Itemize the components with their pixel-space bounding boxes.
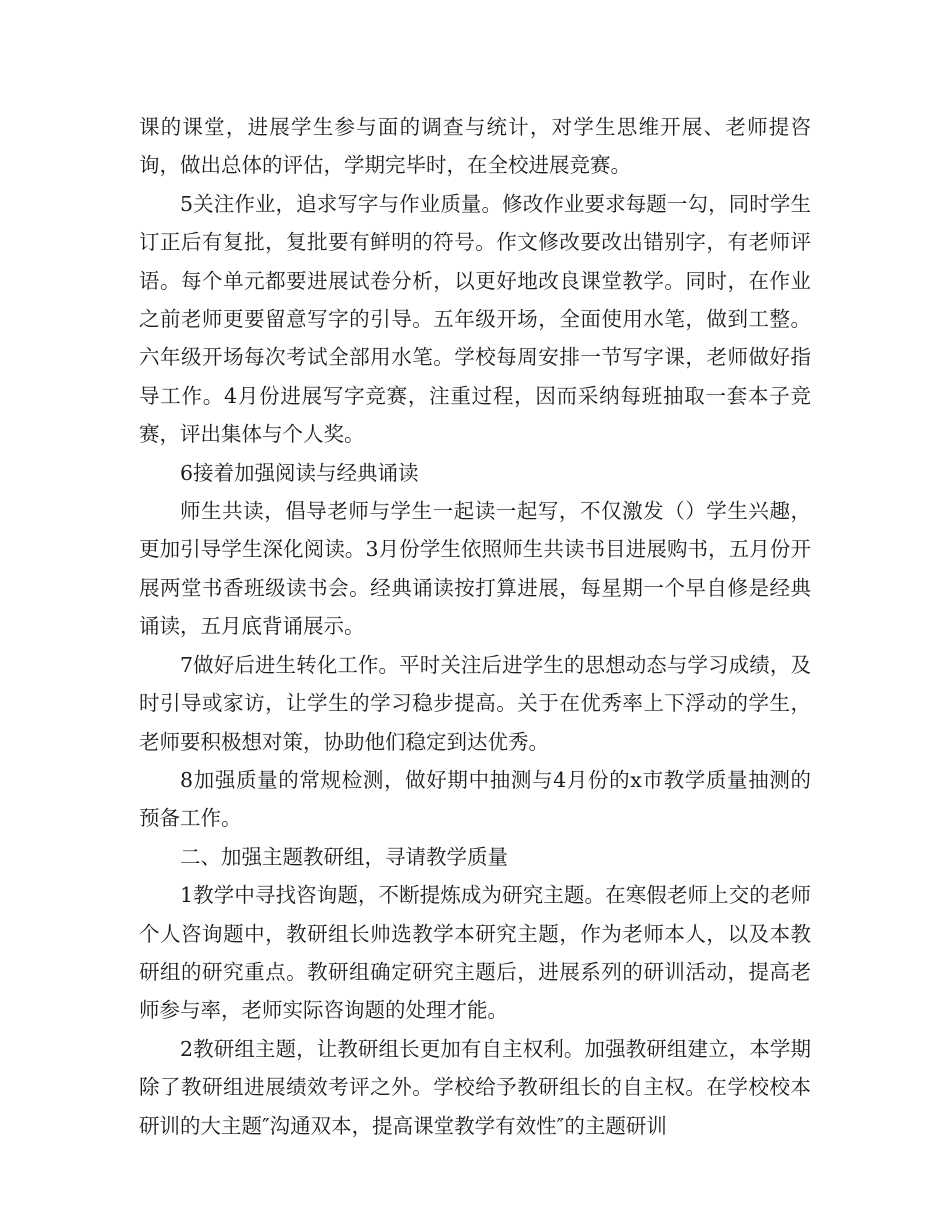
- section-heading-2: 二、加强主题教研组，寻请教学质量: [180, 844, 508, 869]
- paragraph-item-8: 8加强质量的常规检测，做好期中抽测与4月份的x市教学质量抽测的预备工作。: [139, 767, 811, 831]
- paragraph-shared-reading: 师生共读，倡导老师与学生一起读一起写，不仅激发（）学生兴趣，更加引导学生深化阅读。3月份学生依照师生共读书目进展购书，五月份开展两堂书香班级读书会。经典诵读按打算进展，每星期一个早自修是经典诵读，五月底背诵展示。: [139, 499, 811, 639]
- document-page: [139, 108, 811, 1145]
- paragraph-continuation: 课的课堂，进展学生参与面的调查与统计，对学生思维开展、老师提咨询，做出总体的评估，学期完毕时，在全校进展竞赛。: [139, 115, 811, 178]
- paragraph-section2-item-1: 1教学中寻找咨询题，不断提炼成为研究主题。在寒假老师上交的老师个人咨询题中，教研组长帅选教学本研究主题，作为老师本人，以及本教研组的研究重点。教研组确定研究主题后，进展系列的研训活动，提高老师参与率，老师实际咨询题的处理才能。: [139, 883, 811, 1023]
- paragraph-item-6-heading: 6接着加强阅读与经典诵读: [180, 460, 419, 485]
- paragraph-item-5: 5关注作业，追求写字与作业质量。修改作业要求每题一勾，同时学生订正后有复批，复批要有鲜明的符号。作文修改要改出错别字，有老师评语。每个单元都要进展试卷分析，以更好地改良课堂教学。同时，在作业之前老师更要留意写字的引导。五年级开场，全面使用水笔，做到工整。六年级开场每次考试全部用水笔。学校每周安排一节写字课，老师做好指导工作。4月份进展写字竞赛，注重过程，因而采纳每班抽取一套本子竞赛，评出集体与个人奖。: [139, 191, 811, 447]
- paragraph-item-7: 7做好后进生转化工作。平时关注后进学生的思想动态与学习成绩，及时引导或家访，让学生的学习稳步提高。关于在优秀率上下浮动的学生，老师要积极想对策，协助他们稳定到达优秀。: [139, 652, 811, 754]
- paragraph-section2-item-2: 2教研组主题，让教研组长更加有自主权利。加强教研组建立，本学期除了教研组进展绩效考评之外。学校给予教研组长的自主权。在学校校本研训的大主题″沟通双本，提高课堂教学有效性″的主题研训: [139, 1036, 811, 1138]
